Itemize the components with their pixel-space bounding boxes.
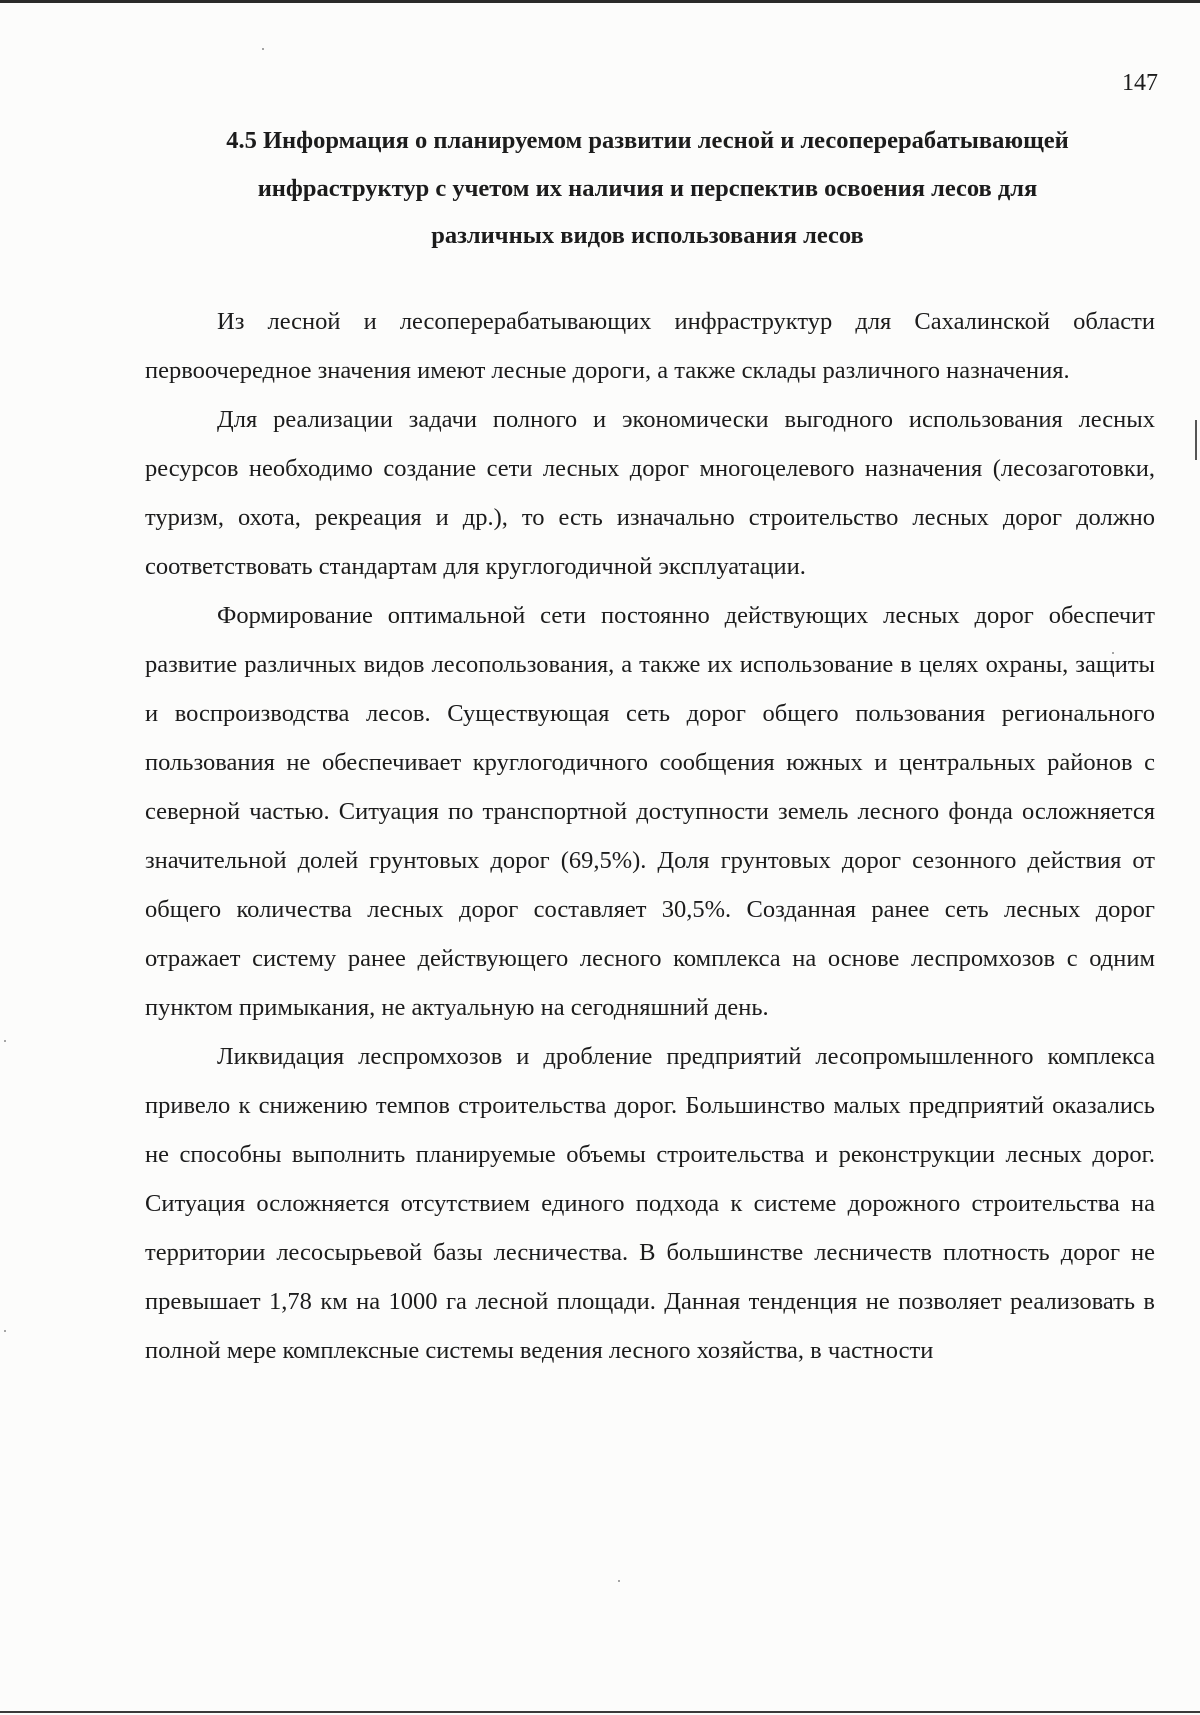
paragraph: Ликвидация леспромхозов и дробление предприятий лесопромышленного комплекса привело к снижению темпов строительства дорог. Большинство малых предприятий оказались не способны выполнить планируемые объемы строительства и реконструкции лесных дорог. Ситуация осложняется отсутствием единого подхода к системе дорожного строительства на территории лесосырьевой базы лесничества. В большинстве лесничеств плотность дорог не превышает 1,78 км на 1000 га лесной площади. Данная тенденция не позволяет реализовать в полной мере комплексные системы ведения лесного хозяйства, в частности — [145, 1043, 1155, 1364]
scan-speck — [4, 1330, 6, 1332]
page-number: 147 — [1122, 70, 1158, 96]
body-text — [145, 297, 1155, 1375]
scan-speck — [4, 1040, 6, 1042]
section-heading — [130, 117, 1165, 260]
scan-border-bottom — [0, 1711, 1200, 1713]
heading-line: 4.5 Информация о планируемом развитии лесной и лесоперерабатывающей — [226, 127, 1069, 154]
heading-line: инфраструктур с учетом их наличия и перспектив освоения лесов для — [257, 174, 1038, 202]
paragraph: Формирование оптимальной сети постоянно действующих лесных дорог обеспечит развитие различных видов лесопользования, а также их использование в целях охраны, защиты и воспроизводства лесов. Существующая сеть дорог общего пользования регионального пользования не обеспечивает круглогодичного сообщения южных и центральных районов с северной частью. Ситуация по транспортной доступности земель лесного фонда осложняется значительной долей грунтовых дорог (69,5%). Доля грунтовых дорог сезонного действия от общего количества лесных дорог составляет 30,5%. Созданная ранее сеть лесных дорог отражает систему ранее действующего лесного комплекса на основе леспромхозов с одним пунктом примыкания, не актуальную на сегодняшний день. — [145, 602, 1155, 1021]
paragraph: Из лесной и лесоперерабатывающих инфраструктур для Сахалинской области первоочередное значения имеют лесные дороги, а также склады различного назначения. — [145, 308, 1155, 384]
paragraph: Для реализации задачи полного и экономически выгодного использования лесных ресурсов необходимо создание сети лесных дорог многоцелевого назначения (лесозаготовки, туризм, охота, рекреация и др.), то есть изначально строительство лесных дорог должно соответствовать стандартам для круглогодичной эксплуатации. — [145, 406, 1155, 580]
scan-border-top — [0, 0, 1200, 3]
scan-edge-mark — [1195, 420, 1197, 460]
scan-speck — [262, 48, 264, 50]
heading-line: различных видов использования лесов — [431, 222, 864, 249]
scan-speck — [618, 1580, 620, 1582]
